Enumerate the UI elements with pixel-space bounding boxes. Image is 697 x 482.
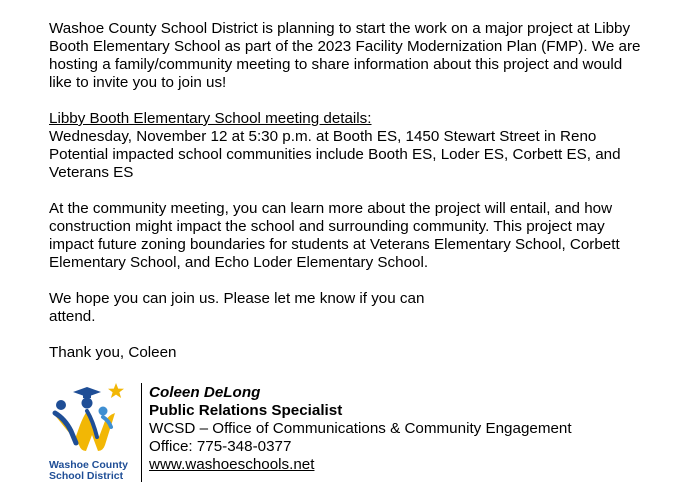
community-paragraph [49, 200, 689, 272]
community-line: impact future zoning boundaries for students at Veterans Elementary School, Corbett [49, 236, 620, 253]
community-line: Elementary School, and Echo Loder Elementary School. [49, 254, 429, 271]
logo-figure-head-icon [82, 398, 93, 409]
signature-name: Coleen DeLong [149, 384, 261, 401]
closing-line: attend. [49, 308, 96, 325]
intro-line: Booth Elementary School as part of the 2023 Facility Modernization Plan (FMP). We are [49, 38, 641, 55]
logo-figure-head-icon [99, 407, 108, 416]
meeting-line: Potential impacted school communities include Booth ES, Loder ES, Corbett ES, and [49, 146, 621, 163]
signoff-text: Thank you, Coleen [49, 344, 177, 361]
meeting-line: Veterans ES [49, 164, 134, 181]
intro-line: hosting a family/community meeting to share information about this project and would [49, 56, 623, 73]
meeting-details [49, 110, 689, 182]
signature-title: Public Relations Specialist [149, 402, 343, 419]
community-line: construction might impact the school and surrounding community. This project may [49, 218, 605, 235]
wcsd-logo-icon [49, 381, 129, 461]
wcsd-logo [49, 381, 129, 482]
logo-wordmark-line: School District [49, 470, 124, 482]
signature-website-link[interactable]: www.washoeschools.net [149, 456, 315, 473]
logo-wordmark [49, 460, 129, 482]
intro-paragraph [49, 20, 689, 92]
meeting-line: Wednesday, November 12 at 5:30 p.m. at Booth ES, 1450 Stewart Street in Reno [49, 128, 597, 145]
closing-paragraph [49, 290, 689, 326]
logo-wordmark-line: Washoe County [49, 459, 128, 471]
intro-line: Washoe County School District is planning to start the work on a major project at Libby [49, 20, 631, 37]
closing-line: We hope you can join us. Please let me know if you can [49, 290, 425, 307]
intro-line: like to invite you to join us! [49, 74, 227, 91]
meeting-heading: Libby Booth Elementary School meeting details: [49, 110, 372, 127]
email-signature [49, 381, 689, 482]
signature-office-phone: Office: 775-348-0377 [149, 438, 292, 455]
signature-divider [141, 383, 142, 482]
logo-star-icon [108, 383, 124, 398]
signature-details [149, 384, 572, 474]
email-body [49, 20, 689, 380]
signoff [49, 344, 689, 362]
signature-department: WCSD – Office of Communications & Community Engagement [149, 420, 572, 437]
community-line: At the community meeting, you can learn more about the project will entail, and how [49, 200, 613, 217]
logo-figure-head-icon [56, 400, 66, 410]
